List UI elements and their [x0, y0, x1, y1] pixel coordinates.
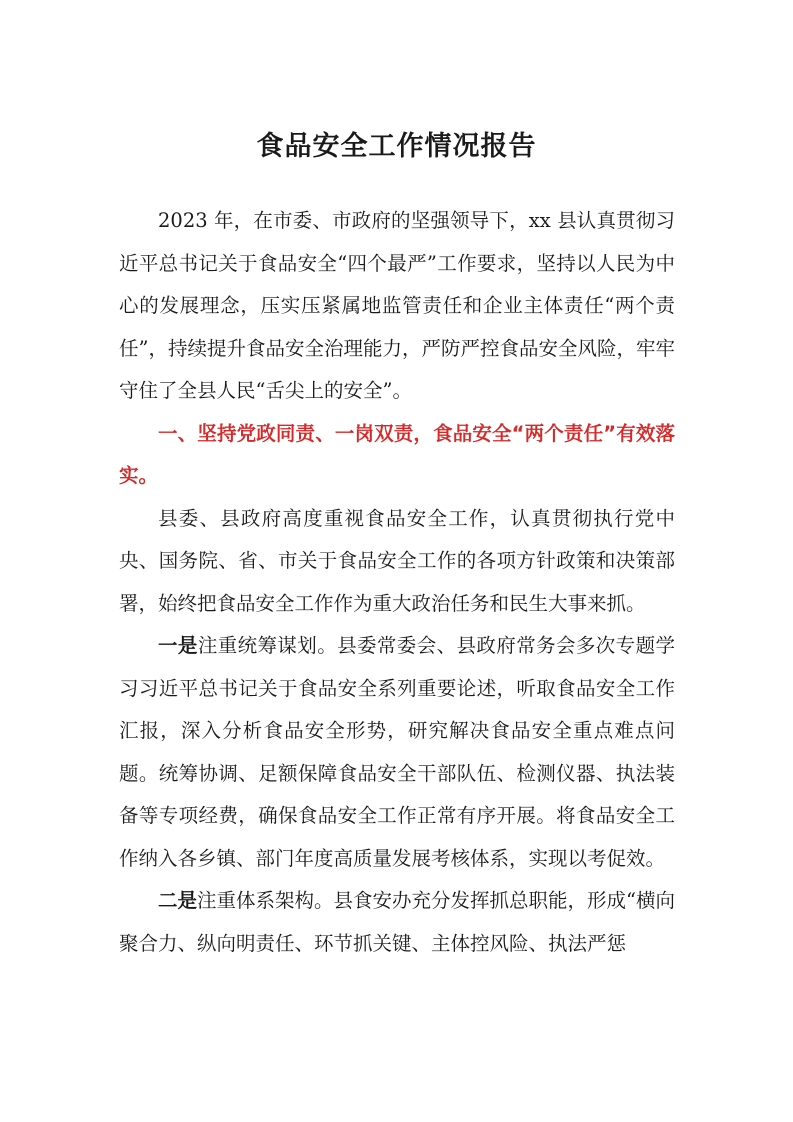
point-one-text: 注重统筹谋划。县委常委会、县政府常务会多次专题学习习近平总书记关于食品安全系列重要论述，听取食品安全工作汇报，深入分析食品安全形势，研究解决食品安全重点难点问题。统筹协调、足额保障食品安全干部队伍、检测仪器、执法装备等专项经费，确保食品安全工作正常有序开展。将食品安全工作纳入各乡镇、部门年度高质量发展考核体系，实现以考促效。 [119, 634, 675, 870]
point-two-paragraph [119, 880, 675, 965]
point-two-lead: 二是 [158, 889, 198, 912]
section-body-paragraph: 县委、县政府高度重视食品安全工作，认真贯彻执行党中央、国务院、省、市关于食品安全工作的各项方针政策和决策部署，始终把食品安全工作作为重大政治任务和民生大事来抓。 [119, 506, 675, 615]
point-one-lead: 一是 [158, 634, 198, 657]
point-two-text: 注重体系架构。县食安办充分发挥抓总职能，形成“横向聚合力、纵向明责任、环节抓关键、主体控风险、执法严惩 [119, 889, 675, 955]
point-one-paragraph [119, 625, 675, 880]
page-title: 食品安全工作情况报告 [256, 131, 537, 162]
intro-paragraph: 2023 年，在市委、市政府的坚强领导下，xx 县认真贯彻习近平总书记关于食品安全“四个最严”工作要求，坚持以人民为中心的发展理念，压实压紧属地监管责任和企业主体责任“两个责任”，持续提升食品安全治理能力，严防严控食品安全风险，牢牢守住了全县人民“舌尖上的安全”。 [119, 209, 675, 402]
document-body [119, 200, 675, 965]
section-heading: 一、坚持党政同责、一岗双责，食品安全“两个责任”有效落实。 [119, 421, 675, 487]
